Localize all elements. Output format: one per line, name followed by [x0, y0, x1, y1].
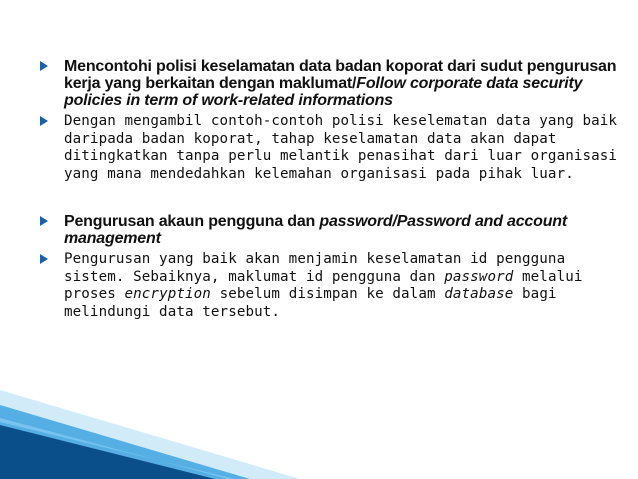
- bullet-text: Pengurusan yang baik akan menjamin keselamatan id pengguna sistem. Sebaiknya, maklumat id pengguna dan: [64, 251, 566, 285]
- bullet-text: bagi melindungi data tersebut.: [64, 286, 557, 320]
- bullet-text: Dengan mengambil contoh-contoh polisi keselematan data yang baik daripada badan koporat, tahap keselamatan data akan dapat ditingkatkan tanpa perlu melantik penasihat dari luar organisasi yang mana mendedahkan kelemahan organisasi pada pihak luar.: [64, 113, 618, 182]
- bullet-text-english: Follow corporate data security policies in term of work-related informations: [64, 75, 583, 109]
- bullet-text: Mencontohi polisi keselamatan data badan koporat dari sudut pengurusan kerja yang berkaitan dengan maklumat/: [64, 58, 617, 92]
- bullet-text-term: password: [444, 268, 514, 285]
- bullet-text: melalui proses: [64, 268, 583, 302]
- bullet-text: sebelum disimpan ke dalam: [210, 286, 445, 302]
- bullet-text-english: password/Password and account management: [64, 213, 567, 247]
- bullet-text-term: encryption: [124, 286, 211, 302]
- bullet-text: Pengurusan akaun pengguna dan: [64, 213, 320, 230]
- bullet-text-term: database: [444, 286, 514, 302]
